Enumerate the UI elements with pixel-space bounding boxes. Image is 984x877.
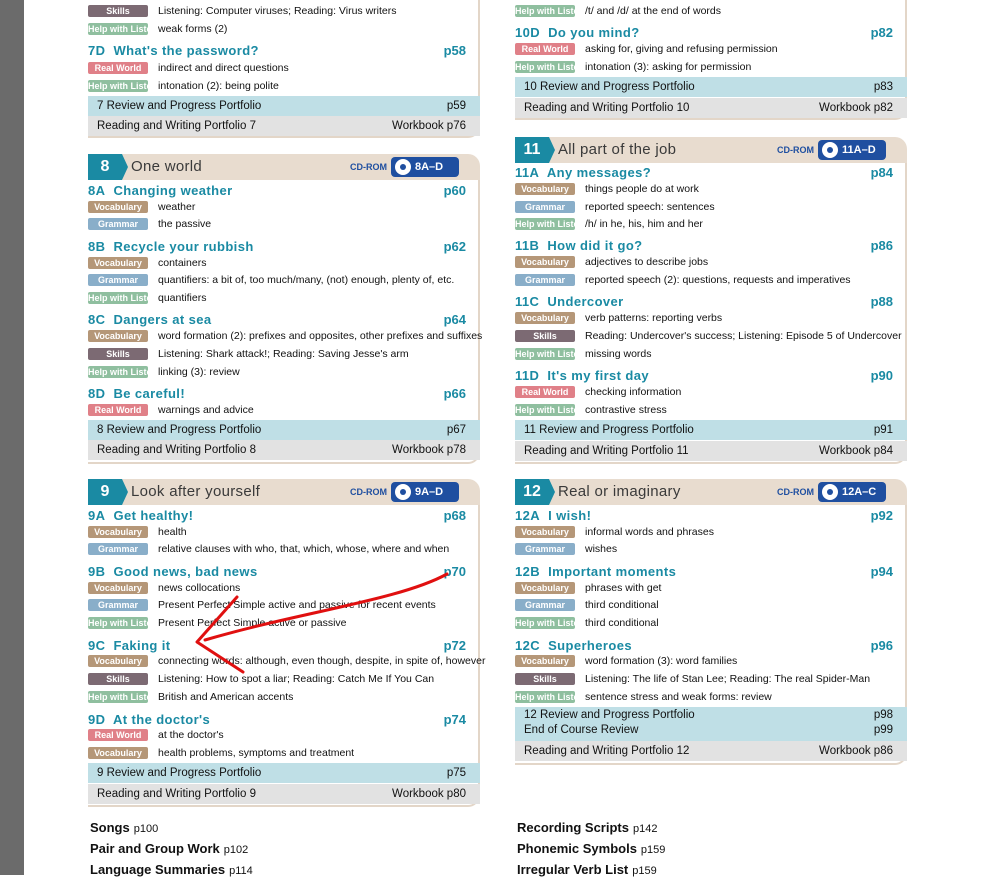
vocabulary-label: Vocabulary [88,257,148,269]
review-page: p59 [446,100,466,112]
lesson-title: 7D What's the password? [88,43,259,58]
grammar-label: Grammar [515,201,575,213]
unit-title: Look after yourself [131,483,261,500]
end-matter-pair-group-work[interactable]: Pair and Group Work p102 [90,841,249,856]
vocabulary-label: Vocabulary [515,183,575,195]
skills-label: Skills [88,348,148,360]
review-label: 9 Review and Progress Portfolio [97,767,262,779]
row-text: intonation (3): asking for permission [585,61,752,73]
cd-rom-badge[interactable]: 9A–D [391,482,459,502]
lesson-title: 11D It's my first day [515,368,650,383]
review-page: p83 [873,81,893,93]
row-text: reported speech: sentences [585,201,715,213]
lesson-page: p96 [870,638,893,653]
vocabulary-label: Vocabulary [88,655,148,667]
row-text: /t/ and /d/ at the end of words [585,5,722,17]
grammar-label: Grammar [88,274,148,286]
row-text: health problems, symptoms and treatment [158,747,355,759]
review-page: p75 [446,767,466,779]
cd-rom-label: CD-ROM [777,145,814,155]
lesson-title: 10D Do you mind? [515,25,640,40]
lesson-page: p88 [870,294,893,309]
review-page: p91 [873,424,893,436]
end-matter-recording-scripts[interactable]: Recording Scripts p142 [517,820,658,835]
help-with-listening-label: Help with Listening [88,692,171,702]
lesson-page: p90 [870,368,893,383]
workbook-page: Workbook p86 [819,745,893,757]
lesson-page: p92 [870,508,893,523]
row-text: Reading: Undercover's success; Listening: Episode 5 of Undercover [585,330,902,342]
vocabulary-label: Vocabulary [88,582,148,594]
grammar-label: Grammar [515,274,575,286]
lesson-page: p84 [870,165,893,180]
lesson-page: p68 [443,508,466,523]
row-text: wishes [585,543,618,555]
end-of-course-page: p99 [873,724,893,736]
unit-number: 8 [88,154,122,180]
skills-label: Skills [515,673,575,685]
row-text: informal words and phrases [585,526,714,538]
row-text: Listening: How to spot a liar; Reading: Catch Me If You Can [158,673,435,685]
cd-rom-label: CD-ROM [350,487,387,497]
end-matter-phonemic-symbols[interactable]: Phonemic Symbols p159 [517,841,666,856]
review-label: 7 Review and Progress Portfolio [97,100,262,112]
help-with-listening-label: Help with Listening [88,618,171,628]
lesson-title: 12C Superheroes [515,638,632,653]
row-text: indirect and direct questions [158,62,289,74]
lesson-title: 12B Important moments [515,564,677,579]
row-text: quantifiers: a bit of, too much/many, (not) enough, plenty of, etc. [158,274,455,286]
lesson-page: p94 [870,564,893,579]
help-with-listening-label: Help with Listening [88,367,171,377]
skills-label: Skills [88,5,148,17]
help-with-listening-label: Help with Listening [88,81,171,91]
row-text: news collocations [158,582,241,594]
lesson-title: 8A Changing weather [88,183,233,198]
row-text: Present Perfect Simple active or passive [158,617,347,629]
grammar-label: Grammar [515,599,575,611]
portfolio-label: Reading and Writing Portfolio 7 [97,120,256,132]
lesson-title: 9D At the doctor's [88,712,211,727]
skills-label: Skills [515,330,575,342]
portfolio-label: Reading and Writing Portfolio 10 [524,102,690,114]
cd-rom-label: CD-ROM [777,487,814,497]
row-text: weather [158,201,196,213]
vocabulary-label: Vocabulary [88,526,148,538]
row-text: Listening: The life of Stan Lee; Reading: The real Spider-Man [585,673,871,685]
workbook-page: Workbook p80 [392,788,466,800]
help-with-listening-label: Help with Listening [515,6,598,16]
grammar-label: Grammar [88,599,148,611]
help-with-listening-label: Help with Listening [515,692,598,702]
row-text: Listening: Shark attack!; Reading: Saving Jesse's arm [158,348,409,360]
lesson-title: 8B Recycle your rubbish [88,239,254,254]
row-text: the passive [158,218,212,230]
help-with-listening-label: Help with Listening [515,62,598,72]
row-text: containers [158,257,207,269]
portfolio-label: Reading and Writing Portfolio 9 [97,788,256,800]
help-with-listening-label: Help with Listening [515,219,598,229]
help-with-listening-label: Help with Listening [88,293,171,303]
review-page: p67 [446,424,466,436]
vocabulary-label: Vocabulary [515,526,575,538]
row-text: linking (3): review [158,366,240,378]
workbook-page: Workbook p78 [392,444,466,456]
cd-rom-badge[interactable]: 11A–D [818,140,886,160]
real-world-label: Real World [515,43,575,55]
row-text: word formation (2): prefixes and opposites, other prefixes and suffixes [158,330,483,342]
row-text: third conditional [585,617,659,629]
row-text: at the doctor's [158,729,224,741]
help-with-listening-label: Help with Listening [515,618,598,628]
skills-label: Skills [88,673,148,685]
workbook-page: Workbook p84 [819,445,893,457]
row-text: things people do at work [585,183,699,195]
row-text: third conditional [585,599,659,611]
lesson-page: p74 [443,712,466,727]
grammar-label: Grammar [88,218,148,230]
vocabulary-label: Vocabulary [88,330,148,342]
row-text: word formation (3): word families [585,655,738,667]
lesson-title: 9B Good news, bad news [88,564,258,579]
row-text: Listening: Computer viruses; Reading: Virus writers [158,5,397,17]
row-text: intonation (2): being polite [158,80,279,92]
row-text: warnings and advice [158,404,254,416]
lesson-page: p82 [870,25,893,40]
row-text: contrastive stress [585,404,667,416]
unit-number: 9 [88,479,122,505]
end-matter-irregular-verb-list[interactable]: Irregular Verb List p159 [517,862,657,877]
lesson-page: p64 [443,312,466,327]
row-text: reported speech (2): questions, requests and imperatives [585,274,851,286]
real-world-label: Real World [515,386,575,398]
cd-rom-badge[interactable]: 8A–D [391,157,459,177]
grammar-label: Grammar [88,543,148,555]
lesson-page: p60 [443,183,466,198]
lesson-title: 12A I wish! [515,508,592,523]
cd-rom-label: CD-ROM [350,162,387,172]
real-world-label: Real World [88,729,148,741]
lesson-page: p70 [443,564,466,579]
cd-rom-badge[interactable]: 12A–C [818,482,886,502]
lesson-page: p72 [443,638,466,653]
help-with-listening-label: Help with Listening [515,349,598,359]
unit-number: 11 [515,137,549,163]
unit-title: One world [131,158,203,175]
grammar-label: Grammar [515,543,575,555]
help-with-listening-label: Help with Listening [515,405,598,415]
review-page: p98 [873,709,893,721]
end-matter-language-summaries[interactable]: Language Summaries p114 [90,862,253,877]
lesson-title: 11C Undercover [515,294,624,309]
end-of-course-label: End of Course Review [524,724,639,736]
row-text: sentence stress and weak forms: review [585,691,772,703]
lesson-title: 11A Any messages? [515,165,652,180]
review-label: 10 Review and Progress Portfolio [524,81,695,93]
row-text: connecting words: although, even though, despite, in spite of, however [158,655,486,667]
portfolio-label: Reading and Writing Portfolio 8 [97,444,256,456]
row-text: phrases with get [585,582,662,594]
workbook-page: Workbook p76 [392,120,466,132]
vocabulary-label: Vocabulary [515,655,575,667]
row-text: quantifiers [158,292,207,304]
review-label: 8 Review and Progress Portfolio [97,424,262,436]
row-text: checking information [585,386,682,398]
row-text: asking for, giving and refusing permission [585,43,778,55]
help-with-listening-label: Help with Listening [88,24,171,34]
row-text: British and American accents [158,691,294,703]
workbook-page: Workbook p82 [819,102,893,114]
lesson-title: 8C Dangers at sea [88,312,212,327]
lesson-page: p86 [870,238,893,253]
lesson-page: p58 [443,43,466,58]
review-label: 12 Review and Progress Portfolio [524,709,695,721]
row-text: health [158,526,187,538]
row-text: adjectives to describe jobs [585,256,709,268]
real-world-label: Real World [88,404,148,416]
end-matter-songs[interactable]: Songs p100 [90,820,159,835]
unit-number: 12 [515,479,549,505]
lesson-title: 11B How did it go? [515,238,643,253]
row-text: Present Perfect Simple active and passive for recent events [158,599,436,611]
unit-title: Real or imaginary [558,483,681,500]
row-text: /h/ in he, his, him and her [585,218,703,230]
vocabulary-label: Vocabulary [515,582,575,594]
lesson-title: 9C Faking it [88,638,171,653]
lesson-title: 9A Get healthy! [88,508,194,523]
lesson-page: p62 [443,239,466,254]
real-world-label: Real World [88,62,148,74]
lesson-title: 8D Be careful! [88,386,186,401]
row-text: verb patterns: reporting verbs [585,312,723,324]
vocabulary-label: Vocabulary [88,747,148,759]
lesson-page: p66 [443,386,466,401]
row-text: weak forms (2) [158,23,228,35]
row-text: missing words [585,348,652,360]
unit-title: All part of the job [558,141,677,158]
vocabulary-label: Vocabulary [515,312,575,324]
row-text: relative clauses with who, that, which, whose, where and when [158,543,450,555]
vocabulary-label: Vocabulary [88,201,148,213]
review-label: 11 Review and Progress Portfolio [524,424,694,436]
vocabulary-label: Vocabulary [515,256,575,268]
portfolio-label: Reading and Writing Portfolio 12 [524,745,690,757]
portfolio-label: Reading and Writing Portfolio 11 [524,445,689,457]
